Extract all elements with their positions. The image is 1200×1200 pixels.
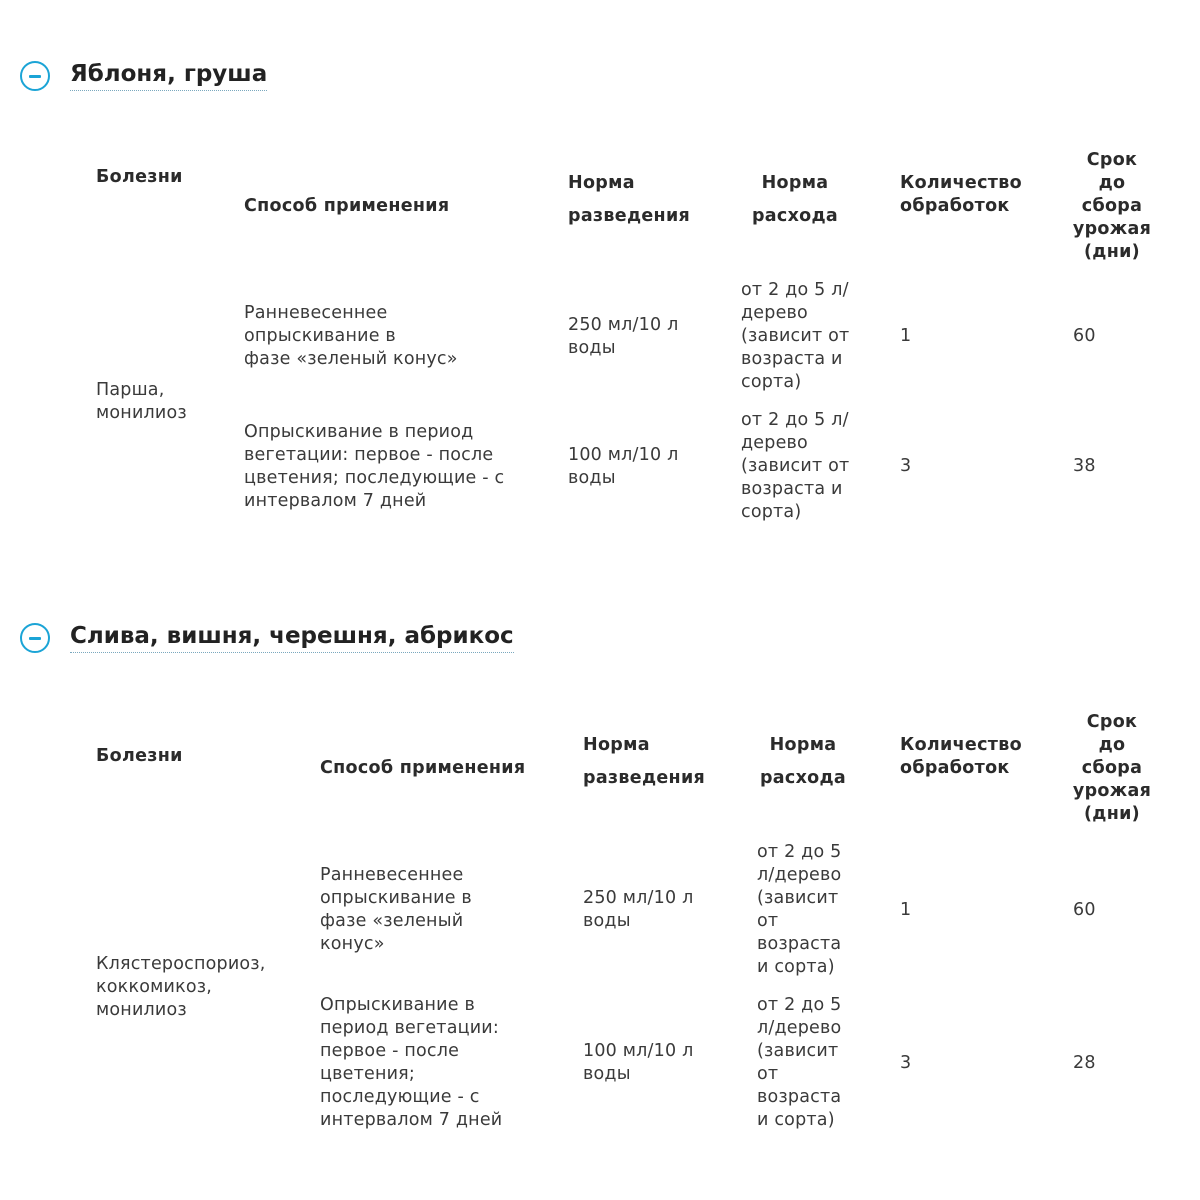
dilution-cell: 100 мл/10 л воды xyxy=(583,1041,694,1084)
column-header-consumption: Норма расхода xyxy=(759,735,847,788)
consumption-cell: от 2 до 5 л/ дерево (зависит от возраста и сорта) xyxy=(741,410,850,522)
harvest-cell: 28 xyxy=(1073,1053,1096,1073)
method-cell: Опрыскивание в период вегетации: первое - после цветения; последующие - с интервалом 7 дней xyxy=(320,995,503,1130)
count-cell: 3 xyxy=(900,456,912,476)
column-header-count: Количество обработок xyxy=(900,735,1022,778)
column-header-harvest: Срок до сбора урожая (дни) xyxy=(1072,712,1152,824)
dilution-cell: 100 мл/10 л воды xyxy=(568,445,679,488)
count-cell: 1 xyxy=(900,900,912,920)
column-header-disease: Болезни xyxy=(96,746,183,766)
consumption-cell: от 2 до 5 л/дерево (зависит от возраста и сорта) xyxy=(757,995,842,1130)
dilution-cell: 250 мл/10 л воды xyxy=(568,315,679,358)
section-title[interactable]: Яблоня, груша xyxy=(70,61,267,91)
column-header-method: Способ применения xyxy=(320,758,526,778)
column-header-count: Количество обработок xyxy=(900,173,1022,216)
column-header-consumption: Норма расхода xyxy=(751,173,839,226)
column-header-disease: Болезни xyxy=(96,167,183,187)
column-header-harvest: Срок до сбора урожая (дни) xyxy=(1072,150,1152,262)
collapse-minus-icon[interactable] xyxy=(20,61,50,91)
count-cell: 3 xyxy=(900,1053,912,1073)
method-cell: Опрыскивание в период вегетации: первое - после цветения; последующие - с интервалом 7 дней xyxy=(244,422,505,511)
method-cell: Ранневесеннее опрыскивание в фазе «зеленый конус» xyxy=(320,865,472,954)
section-title[interactable]: Слива, вишня, черешня, абрикос xyxy=(70,623,514,653)
collapse-minus-icon[interactable] xyxy=(20,623,50,653)
section-header-plum-cherry-apricot[interactable] xyxy=(20,623,514,653)
column-header-method: Способ применения xyxy=(244,196,450,216)
method-cell: Ранневесеннее опрыскивание в фазе «зеленый конус» xyxy=(244,303,458,369)
consumption-cell: от 2 до 5 л/дерево (зависит от возраста и сорта) xyxy=(757,842,842,977)
count-cell: 1 xyxy=(900,326,912,346)
consumption-cell: от 2 до 5 л/ дерево (зависит от возраста и сорта) xyxy=(741,280,850,392)
section-header-apple-pear[interactable] xyxy=(20,61,267,91)
disease-cell: Парша, монилиоз xyxy=(96,380,187,423)
harvest-cell: 60 xyxy=(1073,326,1096,346)
harvest-cell: 60 xyxy=(1073,900,1096,920)
column-header-dilution: Норма разведения xyxy=(568,173,691,226)
harvest-cell: 38 xyxy=(1073,456,1096,476)
disease-cell: Клястероспориоз, коккомикоз, монилиоз xyxy=(96,954,266,1020)
dilution-cell: 250 мл/10 л воды xyxy=(583,888,694,931)
column-header-dilution: Норма разведения xyxy=(583,735,706,788)
